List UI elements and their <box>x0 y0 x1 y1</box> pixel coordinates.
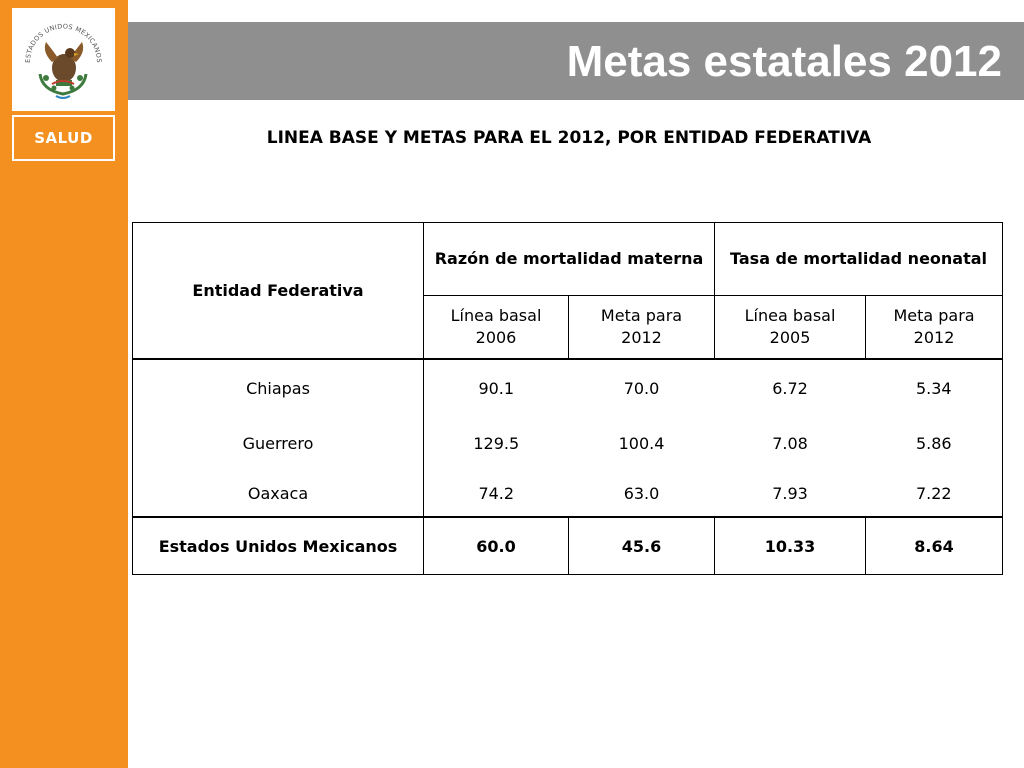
cell-maternal-goal: 100.4 <box>618 433 665 453</box>
coat-of-arms-icon <box>12 8 115 111</box>
maternal-goal-header-label: Meta para 2012 <box>600 306 683 347</box>
neonatal-goal-header <box>866 296 1003 360</box>
cell-neonatal-goal: 8.64 <box>866 517 1003 575</box>
seal-text: ESTADOS UNIDOS MEXICANOS <box>23 22 104 64</box>
cell-maternal-goal: 45.6 <box>569 517 715 575</box>
entity-column-header: Entidad Federativa <box>133 223 424 360</box>
neonatal-goal-header-label: Meta para 2012 <box>893 306 975 347</box>
cell-entity: Estados Unidos Mexicanos <box>133 517 424 575</box>
table-total-row <box>133 517 1003 575</box>
neonatal-base-header <box>715 296 866 360</box>
agency-label: SALUD <box>12 115 115 161</box>
cell-neonatal-base: 7.93 <box>772 483 808 503</box>
maternal-mortality-header: Razón de mortalidad materna <box>424 223 715 296</box>
header-bar <box>128 22 1024 100</box>
cell-maternal-goal: 70.0 <box>569 359 715 416</box>
neonatal-mortality-header: Tasa de mortalidad neonatal <box>715 223 1003 296</box>
cell-maternal-base: 129.5 <box>473 433 520 453</box>
maternal-base-header <box>424 296 569 360</box>
cell-maternal-goal: 63.0 <box>623 483 660 503</box>
cell-neonatal-base: 6.72 <box>715 359 866 416</box>
cell-entity: Oaxaca <box>133 470 424 517</box>
maternal-base-header-label: Línea basal 2006 <box>450 306 542 347</box>
cell-neonatal-base: 10.33 <box>715 517 866 575</box>
table-row <box>133 470 1003 517</box>
seal-logo <box>12 8 115 111</box>
neonatal-base-header-label: Línea basal 2005 <box>744 306 836 347</box>
maternal-goal-header <box>569 296 715 360</box>
cell-entity: Chiapas <box>133 359 424 416</box>
cell-maternal-base: 60.0 <box>424 517 569 575</box>
table-row <box>133 416 1003 470</box>
cell-neonatal-goal: 7.22 <box>866 470 1003 517</box>
cell-neonatal-goal: 5.86 <box>866 416 1003 470</box>
sidebar <box>0 0 128 768</box>
cell-maternal-base: 74.2 <box>478 483 515 503</box>
goals-table <box>132 222 1003 575</box>
page-title: Metas estatales 2012 <box>566 37 1002 86</box>
cell-maternal-base: 90.1 <box>424 359 569 416</box>
cell-neonatal-goal: 5.34 <box>866 359 1003 416</box>
table-title: LINEA BASE Y METAS PARA EL 2012, POR ENTIDAD FEDERATIVA <box>266 128 872 148</box>
table-row <box>133 359 1003 416</box>
cell-neonatal-base: 7.08 <box>772 433 808 453</box>
cell-entity: Guerrero <box>133 416 424 470</box>
